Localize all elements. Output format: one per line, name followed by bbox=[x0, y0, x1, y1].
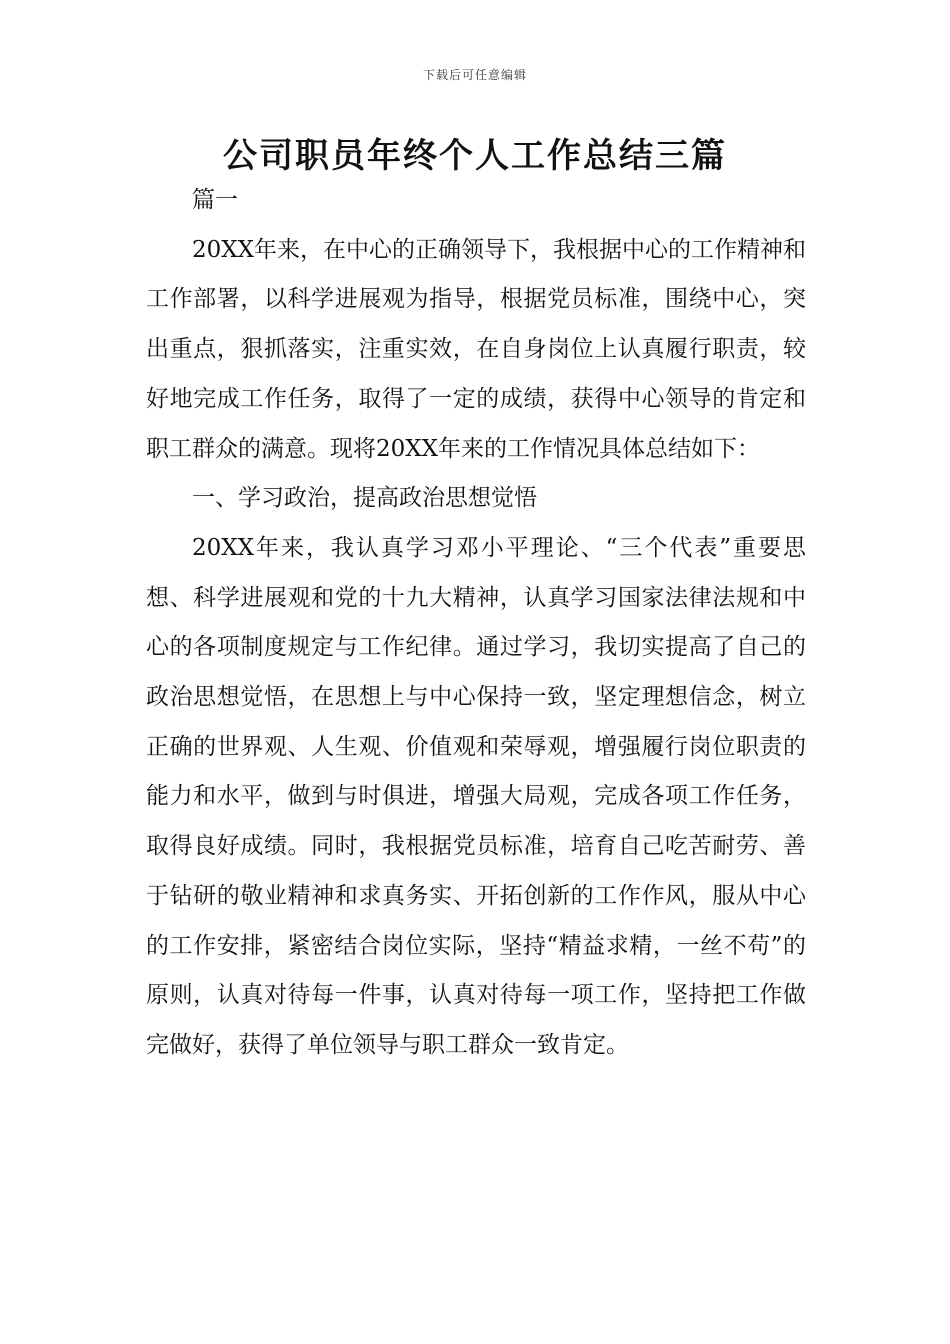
document-body bbox=[146, 176, 806, 1071]
section-heading: 一、学习政治，提高政治思想觉悟 bbox=[192, 485, 537, 512]
document-title: 公司职员年终个人工作总结三篇 bbox=[223, 136, 727, 176]
paragraph-intro: 20XX年来，在中心的正确领导下，我根据中心的工作精神和工作部署，以科学进展观为指导，根据党员标准，围绕中心，突出重点，狠抓落实，注重实效，在自身岗位上认真履行职责，较好地完成工作任务，取得了一定的成绩，获得中心领导的肯定和职工群众的满意。现将20XX年来的工作情况具体总结如下： bbox=[146, 236, 807, 462]
paragraph-study: 20XX年来，我认真学习邓小平理论、“三个代表”重要思想、科学进展观和党的十九大精神，认真学习国家法律法规和中心的各项制度规定与工作纪律。通过学习，我切实提高了自己的政治思想觉悟，在思想上与中心保持一致，坚定理想信念，树立正确的世界观、人生观、价值观和荣辱观，增强履行岗位职责的能力和水平，做到与时俱进，增强大局观，完成各项工作任务，取得良好成绩。同时，我根据党员标准，培育自己吃苦耐劳、善于钻研的敬业精神和求真务实、开拓创新的工作作风，服从中心的工作安排，紧密结合岗位实际，坚持“精益求精，一丝不苟”的原则，认真对待每一件事，认真对待每一项工作，坚持把工作做完做好，获得了单位领导与职工群众一致肯定。 bbox=[146, 534, 806, 1058]
header-note: 下载后可任意编辑 bbox=[422, 68, 527, 82]
section-label: 篇一 bbox=[192, 187, 238, 213]
